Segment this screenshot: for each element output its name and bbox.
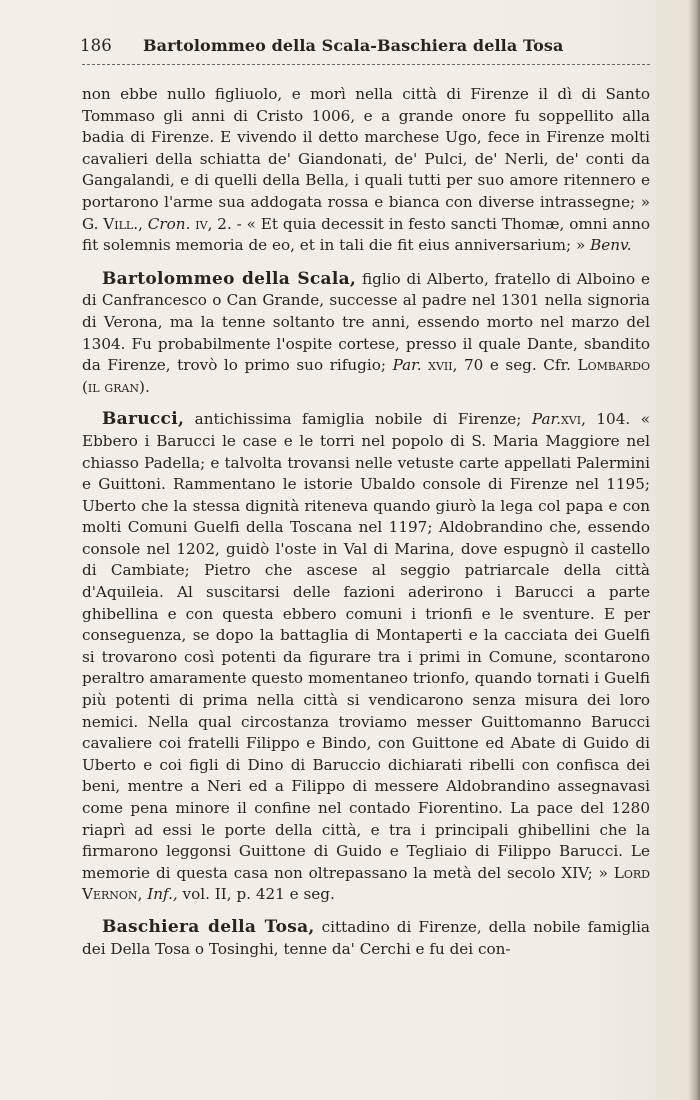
entry-headword: Bartolommeo della Scala, [102, 268, 357, 289]
text-run: antichissima famiglia nobile di Firenze; [184, 410, 532, 429]
text-run: , [137, 885, 148, 904]
author-ref: Lord Vernon [82, 863, 650, 904]
entry-baschiera [82, 917, 650, 960]
canto-ref: xvi [560, 410, 582, 429]
text-run: figlio di Alberto, fratello di Alboino e di Canfrancesco o Can Grande, successe al padre nel 1301 nella signoria di Verona, ma la tenne soltanto tre anni, essendo morto nel marzo del 1304. Fu probabilmente l'ospite cortese, presso il quale Dante, sbandito da Firenze, trovò lo primo suo rifugio; [82, 269, 650, 375]
text-run: , 104. « Ebbero i Barucci le case e le torri nel popolo di S. Maria Maggiore nel chiasso Padella; e talvolta trovansi nelle vetuste carte appellati Palermini e Guittoni. Rammentano le istorie Ubaldo console di Firenze nel 1195; Uberto che la stessa dignità riteneva quando giurò la lega col papa e con molti Comuni Guelfi della Toscana nel 1197; Aldobrandino che, essendo console nel 1202, guidò l'oste in Val di Marina, dove espugnò il castello di Cambiate; Pietro che ascese al seggio patriarcale della città d'Aquileia. Al suscitarsi delle fazioni aderirono i Barucci a parte ghibellina e con questa ebbero comuni i trionfi e le sventure. E per conseguenza, se dopo la battaglia di Montaperti e la cacciata dei Guelfi si trovarono così potenti da figurare tra i primi in Comune, scontarono peraltro amaramente questo momentaneo trionfo, quando tornati i Guelfi più potenti di prima nella città si vendicarono senza misura dei loro nemici. Nella qual circostanza troviamo messer Guittomanno Barucci cavaliere coi fratelli Filippo e Bindo, con Guittone ed Abate di Guido di Uberto e coi figli di Dino di Baruccio dichiarati ribelli con confisca dei beni, mentre a Neri ed a Filippo di messere Aldobrandino assegnavasi come pena minore il confine nel contado Fiorentino. La pace del 1280 riaprì ad essi le porte della città, e tra i principali ghibellini che la firmarono leggonsi Guittone di Guido e Tegliaio di Filippo Barucci. Le memorie di questa casa non oltrepassano la metà del secolo XIV; » [82, 410, 650, 882]
author-ref: Vill. [103, 214, 139, 233]
entry-headword: Baschiera della Tosa, [102, 916, 315, 937]
text-run: , 2. - « Et quia decessit in festo sancti Thomæ, omni anno fit solemnis memoria de eo, et in tali die fit eius anniversarium; » [82, 214, 651, 255]
text-run: non ebbe nullo figliuolo, e morì nella città di Firenze il dì di Santo Tommaso gli anni di Cristo 1006, e a grande onore fu soppellito alla badia di Firenze. E vivendo il detto marchese Ugo, fece in Firenze molti cavalieri della schiatta de' Giandonati, de' Pulci, de' Nerli, de' conti da Gangalandi, e di quelli della Bella, i quali tutti per suo amore ritennero e portarono l'arme sua addogata rossa e bianca con diverse intrassegne; » G. [82, 85, 650, 233]
volume-ref: iv [195, 214, 208, 233]
text-run: vol. II, p. 421 e seg. [177, 885, 335, 904]
text-run: cittadino di Firenze, della nobile famiglia dei Della Tosa o Tosinghi, tenne da' Cerchi e fu dei con- [82, 917, 650, 958]
header-rule [82, 64, 650, 65]
entry-bartolommeo [82, 269, 650, 399]
text-run: . [144, 377, 150, 396]
work-ref: Cron. [147, 214, 191, 233]
entry-barucci [82, 409, 650, 906]
work-ref: Inf., [147, 885, 178, 904]
entry-headword: Barucci, [102, 409, 185, 430]
paragraph-continuation [82, 84, 650, 257]
page-edge-shadow [688, 0, 700, 1100]
canto-ref: xvii [428, 356, 453, 375]
work-ref: Par. [531, 410, 561, 429]
running-title: Bartolommeo della Scala-Baschiera della Tosa [143, 36, 564, 55]
page-number: 186 [80, 36, 112, 55]
text-run: , 70 e seg. Cfr. [452, 356, 578, 375]
author-ref: Benv. [590, 236, 632, 255]
cross-ref: Lombardo (il gran) [82, 356, 651, 396]
work-ref: Par. [392, 356, 422, 375]
text-run: , [138, 214, 148, 233]
body-text [82, 84, 650, 971]
